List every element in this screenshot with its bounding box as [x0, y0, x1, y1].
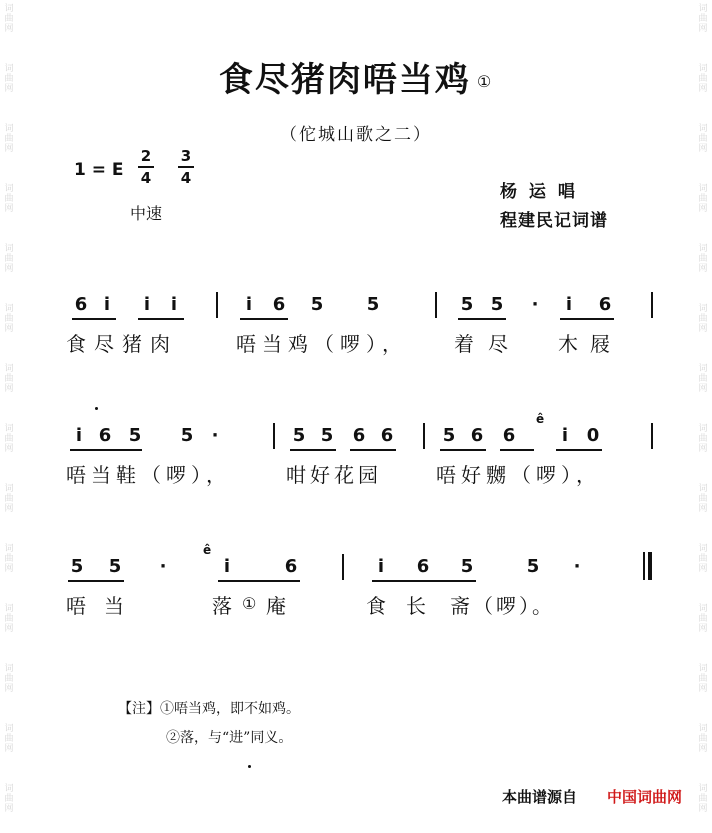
beam	[350, 449, 396, 451]
note: 6	[470, 425, 484, 446]
lyric-footnote-mark: ①	[242, 594, 257, 613]
watermark-block: 词 曲 网	[4, 364, 14, 394]
stray-mark	[95, 407, 98, 410]
lyric-phrase: 斋（啰）。	[450, 594, 555, 618]
footnote-label: 【注】	[118, 701, 160, 717]
note: i	[170, 294, 178, 315]
note: i	[75, 425, 83, 446]
lyric-phrase: 唔好嬲（啰），	[436, 463, 601, 487]
beam	[500, 449, 534, 451]
watermark-block: 词 曲 网	[698, 424, 708, 454]
tempo-marking: 中速	[130, 204, 163, 223]
watermark-block: 词 曲 网	[698, 4, 708, 34]
note: 6	[380, 425, 394, 446]
watermark-block: 词 曲 网	[698, 604, 708, 634]
beam	[138, 318, 184, 320]
lyric-char: 唔	[66, 594, 86, 618]
note: i	[245, 294, 253, 315]
footnote-2: ②落，与“进”同义。	[166, 730, 293, 746]
watermark-block: 词 曲 网	[698, 784, 708, 814]
time-signature-2	[178, 148, 194, 186]
beam	[68, 580, 124, 582]
note: i	[561, 425, 569, 446]
watermark-block: 词 曲 网	[4, 484, 14, 514]
ts2-top: 3	[180, 147, 192, 165]
song-subtitle: （佗城山歌之二）	[280, 125, 432, 145]
note: 5	[70, 556, 84, 577]
watermark-block: 词 曲 网	[698, 244, 708, 274]
lyric-phrase: 木屐	[558, 332, 622, 356]
note: ·	[159, 556, 167, 577]
watermark-block: 词 曲 网	[4, 124, 14, 154]
grace-note-icon: ê	[536, 412, 545, 426]
barline	[216, 292, 218, 318]
lyric-char: 长	[406, 594, 426, 618]
stray-mark	[248, 765, 251, 768]
beam	[556, 449, 602, 451]
lyric-char: 落	[212, 594, 232, 618]
note: 5	[460, 556, 474, 577]
beam	[560, 318, 614, 320]
note: 6	[502, 425, 516, 446]
title-text: 食尽猪肉唔当鸡	[218, 60, 471, 100]
note: 5	[526, 556, 540, 577]
song-title	[0, 52, 712, 101]
beam	[218, 580, 300, 582]
note: 5	[366, 294, 380, 315]
grace-note-icon: ê	[203, 543, 212, 557]
barline	[651, 292, 653, 318]
note: 5	[180, 425, 194, 446]
note: 5	[460, 294, 474, 315]
note: 6	[98, 425, 112, 446]
note: ·	[531, 294, 539, 315]
watermark-block: 词 曲 网	[698, 184, 708, 214]
title-footnote-mark: ①	[476, 72, 494, 91]
lyric-char: 食	[366, 594, 386, 618]
note: 5	[108, 556, 122, 577]
watermark-block: 词 曲 网	[4, 64, 14, 94]
note: 6	[416, 556, 430, 577]
beam	[458, 318, 506, 320]
barline	[651, 423, 653, 449]
lyric-phrase: 唔当鞋（啰），	[66, 463, 231, 487]
beam	[372, 580, 476, 582]
beam	[70, 449, 142, 451]
note: 6	[74, 294, 88, 315]
note: i	[143, 294, 151, 315]
key-signature: 1 = E	[74, 160, 124, 180]
lyric-phrase: 唔当鸡（啰），	[236, 332, 408, 356]
note: i	[103, 294, 111, 315]
final-barline-thin	[643, 552, 645, 580]
footnote-1	[118, 698, 300, 718]
source-prefix: 本曲谱源自	[501, 788, 577, 806]
watermark-block: 词 曲 网	[698, 124, 708, 154]
final-barline-thick	[648, 552, 652, 580]
watermark-block: 词 曲 网	[4, 244, 14, 274]
lyric-char: 庵	[266, 594, 286, 618]
barline	[435, 292, 437, 318]
note: 0	[586, 425, 600, 446]
note: 5	[490, 294, 504, 315]
barline	[273, 423, 275, 449]
note: 6	[352, 425, 366, 446]
watermark-block: 词 曲 网	[4, 544, 14, 574]
note: 5	[442, 425, 456, 446]
watermark-block: 词 曲 网	[4, 664, 14, 694]
lyric-phrase: 咁好花园	[286, 463, 382, 487]
ts1-bottom: 4	[140, 169, 152, 187]
watermark-block: 词 曲 网	[4, 424, 14, 454]
note: 6	[272, 294, 286, 315]
watermark-block: 词 曲 网	[698, 304, 708, 334]
watermark-block: 词 曲 网	[698, 724, 708, 754]
watermark-block: 词 曲 网	[4, 304, 14, 334]
watermark-block: 词 曲 网	[4, 784, 14, 814]
source-site-link[interactable]: 中国词曲网	[606, 788, 682, 806]
watermark-block: 词 曲 网	[4, 724, 14, 754]
beam	[290, 449, 336, 451]
note: 5	[128, 425, 142, 446]
watermark-block: 词 曲 网	[698, 664, 708, 694]
beam	[72, 318, 116, 320]
note: 5	[310, 294, 324, 315]
watermark-block: 词 曲 网	[698, 364, 708, 394]
barline	[342, 554, 344, 580]
note: ·	[573, 556, 581, 577]
footnote-text: ①唔当鸡，即不如鸡。	[160, 701, 300, 717]
note: 6	[284, 556, 298, 577]
watermark-block: 词 曲 网	[4, 604, 14, 634]
note: 6	[598, 294, 612, 315]
watermark-block: 词 曲 网	[698, 544, 708, 574]
note: i	[377, 556, 385, 577]
watermark-block: 词 曲 网	[4, 184, 14, 214]
note: i	[565, 294, 573, 315]
note: 5	[320, 425, 334, 446]
lyric-phrase: 着尽	[454, 332, 522, 356]
ts2-bottom: 4	[180, 169, 192, 187]
beam	[240, 318, 288, 320]
ts1-top: 2	[140, 147, 152, 165]
time-signature-1	[138, 148, 154, 186]
lyric-char: 当	[104, 594, 124, 618]
note: ·	[211, 425, 219, 446]
watermark-block: 词 曲 网	[698, 484, 708, 514]
beam	[440, 449, 486, 451]
recorder-credit: 程建民记词谱	[500, 211, 608, 231]
lyric-phrase: 食尽猪肉	[66, 332, 178, 356]
note: i	[223, 556, 231, 577]
watermark-block: 词 曲 网	[4, 4, 14, 34]
barline	[423, 423, 425, 449]
note: 5	[292, 425, 306, 446]
watermark-block: 词 曲 网	[698, 64, 708, 94]
singer-credit: 杨 运 唱	[500, 182, 578, 202]
